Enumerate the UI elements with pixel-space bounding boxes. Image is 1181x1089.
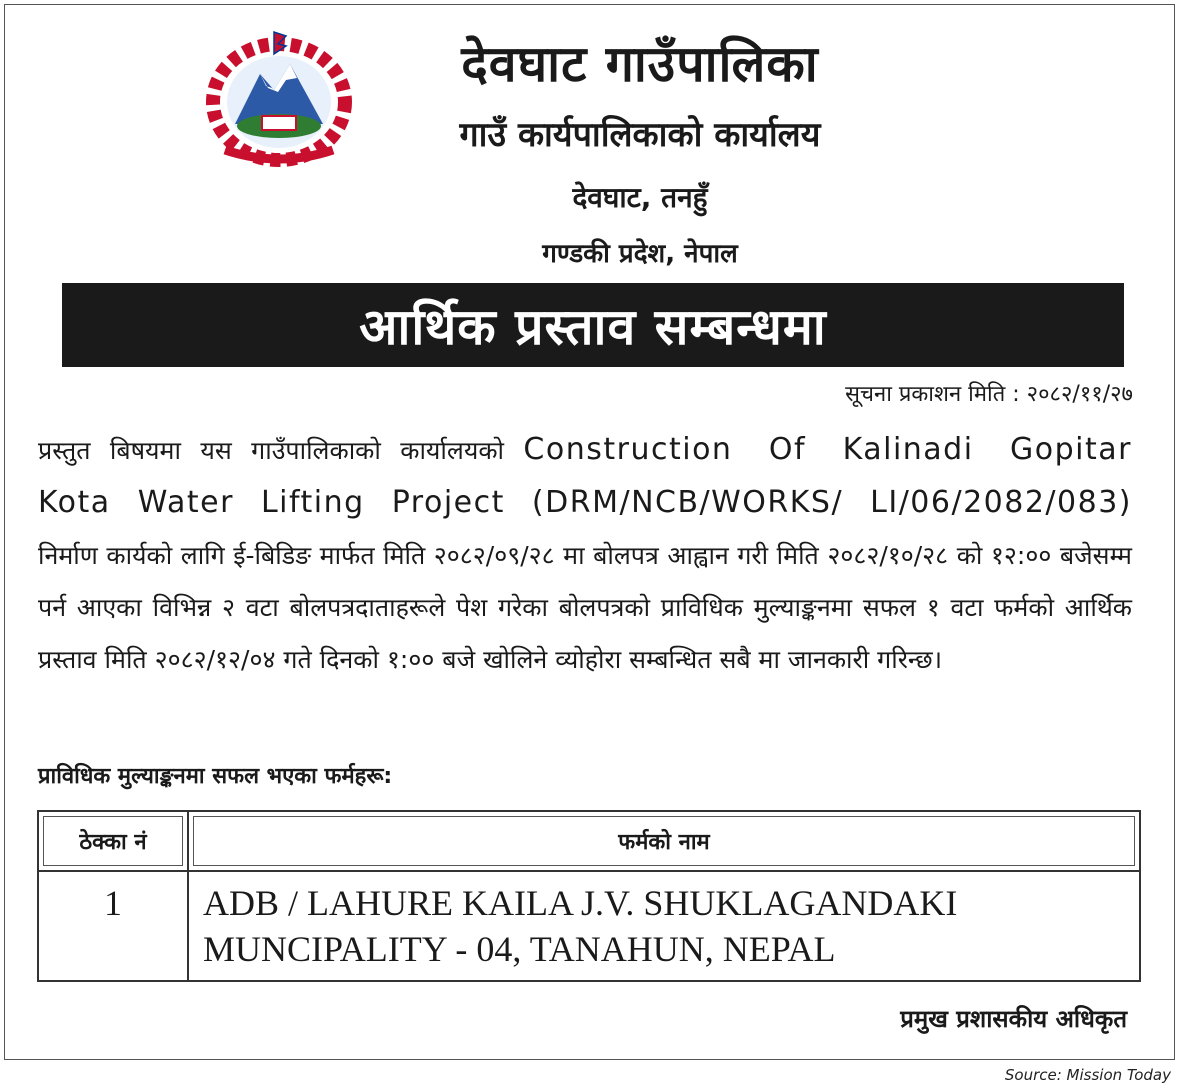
firms-table: [37, 810, 1141, 982]
table-row: [38, 871, 1140, 981]
nepal-emblem-icon: [200, 28, 358, 168]
body-intro: प्रस्तुत बिषयमा यस गाउँपालिकाको कार्यालयको: [38, 436, 524, 465]
location: देवघाट, तनहुँ: [572, 181, 708, 214]
notice-title-banner: [62, 283, 1124, 367]
successful-firms-heading: प्राविधिक मुल्याङ्कनमा सफल भएका फर्महरू:: [38, 764, 393, 789]
signatory-title: प्रमुख प्रशासकीय अधिकृत: [900, 1005, 1127, 1033]
body-details: निर्माण कार्यको लागि ई-बिडिङ मार्फत मिति २०८२/०९/२८ मा बोलपत्र आह्वान गरी मिति २०८२/१०/२८ को १२:०० बजेसम्म पर्न आएका विभिन्न २ वटा बोलपत्रदाताहरूले पेश गरेका बोलपत्रको प्राविधिक मुल्याङ्कनमा सफल १ वटा फर्मको आर्थिक प्रस्ताव मिति २०८२/१२/०४ गते दिनको १:०० बजे खोलिने व्योहोरा सम्बन्धित सबै मा जानकारी गरिन्छ।: [38, 541, 1132, 674]
column-header-firm-name: फर्मको नाम: [188, 811, 1140, 871]
municipality-name: देवघाट गाउँपालिका: [461, 35, 819, 93]
office-name: गाउँ कार्यपालिकाको कार्यालय: [459, 115, 821, 155]
project-name: Construction Of Kalinadi Gopitar Kota Water Lifting Project (DRM/NCB/WORKS/ LI/06/2082/083): [38, 432, 1132, 520]
notice-body: [38, 424, 1132, 686]
firm-name-cell: ADB / LAHURE KAILA J.V. SHUKLAGANDAKI MUNCIPALITY - 04, TANAHUN, NEPAL: [188, 871, 1140, 981]
source-credit: Source: Mission Today: [1004, 1066, 1171, 1084]
province: गण्डकी प्रदेश, नेपाल: [542, 239, 738, 269]
notice-title: आर्थिक प्रस्ताव सम्बन्धमा: [359, 298, 827, 356]
column-header-contract-no: ठेक्का नं: [38, 811, 188, 871]
notice-publish-date: सूचना प्रकाशन मिति : २०८२/११/२७: [845, 382, 1133, 407]
contract-number-cell: 1: [38, 871, 188, 981]
